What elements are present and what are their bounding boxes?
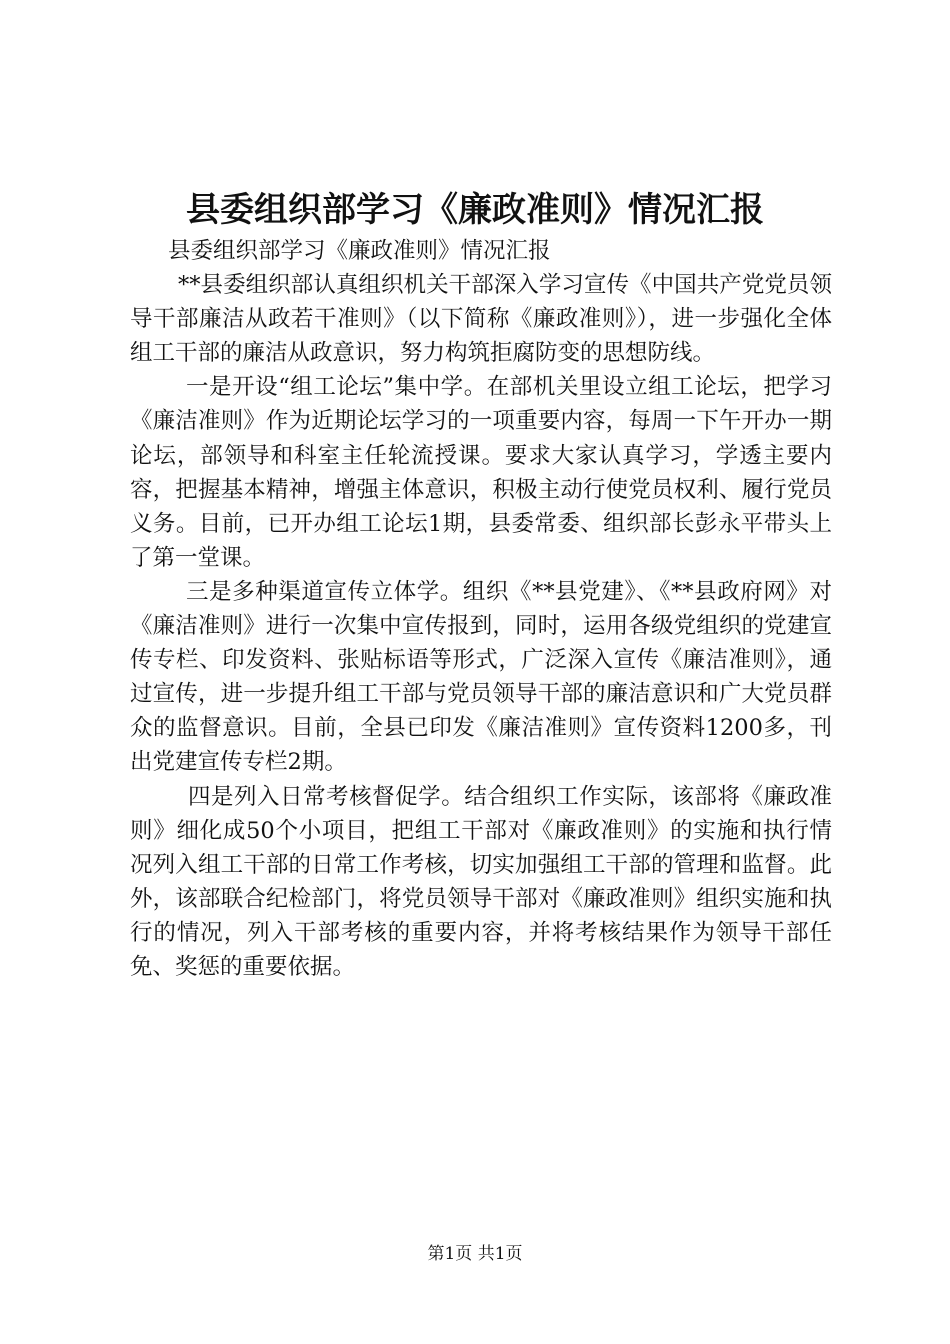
document-title: 县委组织部学习《廉政准则》情况汇报 <box>186 190 764 230</box>
paragraph-three: 三是多种渠道宣传立体学。组织《**县党建》、《**县政府网》对《廉洁准则》进行一次集中宣传报到，同时，运用各级党组织的党建宣传专栏、印发资料、张贴标语等形式，广泛深入宣传《廉洁准则》，通过宣传，进一步提升组工干部与党员领导干部的廉洁意识和广大党员群众的监督意识。目前，全县已印发《廉洁准则》宣传资料1200多，刊出党建宣传专栏2期。 <box>130 578 832 776</box>
document-body <box>130 234 832 984</box>
paragraph-four: 四是列入日常考核督促学。结合组织工作实际，该部将《廉政准则》细化成50个小项目，把组工干部对《廉政准则》的实施和执行情况列入组工干部的日常工作考核，切实加强组工干部的管理和监督。此外，该部联合纪检部门，将党员领导干部对《廉政准则》组织实施和执行的情况，列入干部考核的重要内容，并将考核结果作为领导干部任免、奖惩的重要依据。 <box>130 783 832 980</box>
page-number-footer: 第1页 共1页 <box>427 1244 523 1264</box>
paragraph-one: 一是开设“组工论坛”集中学。在部机关里设立组工论坛，把学习《廉洁准则》作为近期论坛学习的一项重要内容，每周一下午开办一期论坛，部领导和科室主任轮流授课。要求大家认真学习，学透主要内容，把握基本精神，增强主体意识，积极主动行使党员权利、履行党员义务。目前，已开办组工论坛1期，县委常委、组织部长彭永平带头上了第一堂课。 <box>130 374 832 571</box>
paragraph-intro: **县委组织部认真组织机关干部深入学习宣传《中国共产党党员领导干部廉洁从政若干准则》（以下简称《廉政准则》），进一步强化全体组工干部的廉洁从政意识，努力构筑拒腐防变的思想防线。 <box>130 272 832 367</box>
document-subtitle: 县委组织部学习《廉政准则》情况汇报 <box>168 238 551 264</box>
